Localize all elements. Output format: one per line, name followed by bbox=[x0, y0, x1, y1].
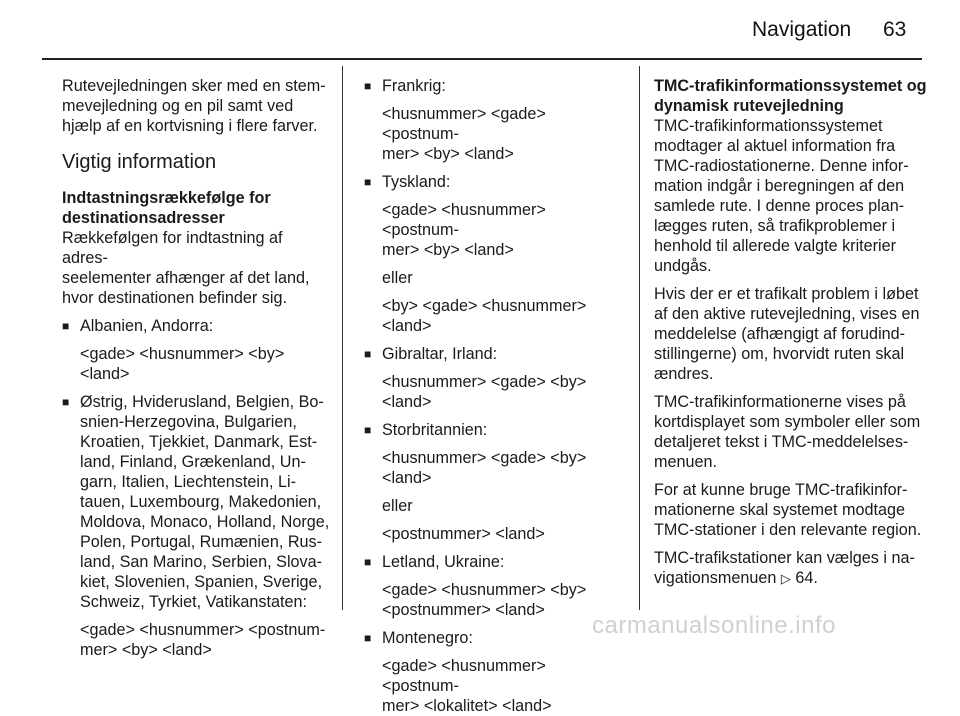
header-rule bbox=[42, 58, 922, 60]
subheading: Indtastningsrækkefølge for destinationsadresser bbox=[62, 189, 271, 227]
address-format: <gade> <husnummer> <by> <land> bbox=[80, 345, 285, 383]
page-header-title: Navigation bbox=[752, 18, 852, 41]
list-item: ■ Albanien, Andorra: bbox=[62, 317, 214, 335]
or-text: eller bbox=[382, 269, 413, 287]
list-item: ■ Storbritannien: bbox=[364, 421, 488, 439]
tmc-paragraph-5: TMC-trafikstationer kan vælges i na- vigationsmenuen ▷ 64. bbox=[654, 549, 915, 587]
list-item: ■ Tyskland: bbox=[364, 173, 451, 191]
bullet-square-icon: ■ bbox=[364, 175, 372, 189]
page-reference-link[interactable]: 64. bbox=[795, 569, 818, 587]
address-format: <by> <gade> <husnummer> <land> bbox=[382, 297, 587, 335]
bullet-square-icon: ■ bbox=[364, 79, 372, 93]
section-title: Vigtig information bbox=[62, 151, 217, 173]
address-format: <husnummer> <gade> <by> <land> bbox=[382, 449, 587, 487]
column-right bbox=[654, 76, 930, 589]
address-format: <postnummer> <land> bbox=[382, 525, 545, 543]
intro-paragraph: Rutevejledningen sker med en stem- mevejledning og en pil samt ved hjælp af en kortvisning i flere farver. bbox=[62, 77, 326, 135]
order-paragraph: Rækkefølgen for indtastning af adres- seelementer afhænger af det land, hvor destinationen befinder sig. bbox=[62, 229, 310, 307]
bullet-square-icon: ■ bbox=[364, 631, 372, 645]
column-divider-left bbox=[342, 66, 343, 610]
tmc-heading: TMC-trafikinformationssystemet og dynamisk rutevejledning bbox=[654, 77, 927, 115]
bullet-square-icon: ■ bbox=[62, 319, 70, 333]
address-format: <gade> <husnummer> <postnum- mer> <lokalitet> <land> bbox=[382, 657, 552, 715]
page-reference-icon: ▷ bbox=[780, 571, 791, 586]
column-left bbox=[62, 76, 332, 660]
address-format: <husnummer> <gade> <postnum- mer> <by> <land> bbox=[382, 105, 546, 163]
tmc-paragraph-4: For at kunne bruge TMC-trafikinfor- mationerne skal systemet modtage TMC-stationer i den relevante region. bbox=[654, 481, 922, 539]
list-item: ■ Frankrig: bbox=[364, 77, 446, 95]
list-item: ■ Letland, Ukraine: bbox=[364, 553, 505, 571]
tmc-paragraph-1: TMC-trafikinformationssystemet modtager al aktuel information fra TMC-radiostationerne. Denne infor- mation indgår i beregningen af den samlede rute. I denne proces plan- lægges ruten, så trafikproblemer i henhold til allerede valgte kriterier undgås. bbox=[654, 117, 909, 275]
watermark: carmanualsonline.info bbox=[592, 612, 836, 639]
tmc-paragraph-2: Hvis der er et trafikalt problem i løbet af den aktive rutevejledning, vises en meddelelse (afhængigt af forudind- stillingerne) om, hvorvidt ruten skal ændres. bbox=[654, 285, 920, 383]
or-text: eller bbox=[382, 497, 413, 515]
address-format: <gade> <husnummer> <postnum- mer> <by> <land> bbox=[80, 621, 326, 659]
address-format: <husnummer> <gade> <by> <land> bbox=[382, 373, 587, 411]
bullet-square-icon: ■ bbox=[62, 395, 70, 409]
list-item: ■ Østrig, Hviderusland, Belgien, Bo- snien-Herzegovina, Bulgarien, Kroatien, Tjekkiet, Danmark, Est- land, Finland, Grækenland, Un- garn, Italien, Liechtenstein, Li- tauen, Luxembourg, Makedonien, Moldova, Monaco, Holland, Norge, Polen, Portugal, Rumænien, Rus- land, San Marino, Serbien, Slova- kiet, Slovenien, Spanien, Sverige, Schweiz, Tyrkiet, Vatikanstaten: bbox=[62, 393, 330, 611]
bullet-square-icon: ■ bbox=[364, 347, 372, 361]
bullet-square-icon: ■ bbox=[364, 423, 372, 437]
column-divider-right bbox=[639, 66, 640, 610]
address-format: <gade> <husnummer> <postnum- mer> <by> <land> bbox=[382, 201, 546, 259]
tmc-paragraph-3: TMC-trafikinformationerne vises på kortdisplayet som symboler eller som detaljeret tekst i TMC-meddelelses- menuen. bbox=[654, 393, 921, 471]
page-number: 63 bbox=[883, 18, 907, 41]
column-middle bbox=[364, 76, 626, 716]
bullet-square-icon: ■ bbox=[364, 555, 372, 569]
address-format: <gade> <husnummer> <by> <postnummer> <land> bbox=[382, 581, 587, 619]
list-item: ■ Gibraltar, Irland: bbox=[364, 345, 498, 363]
list-item: ■ Montenegro: bbox=[364, 629, 473, 647]
